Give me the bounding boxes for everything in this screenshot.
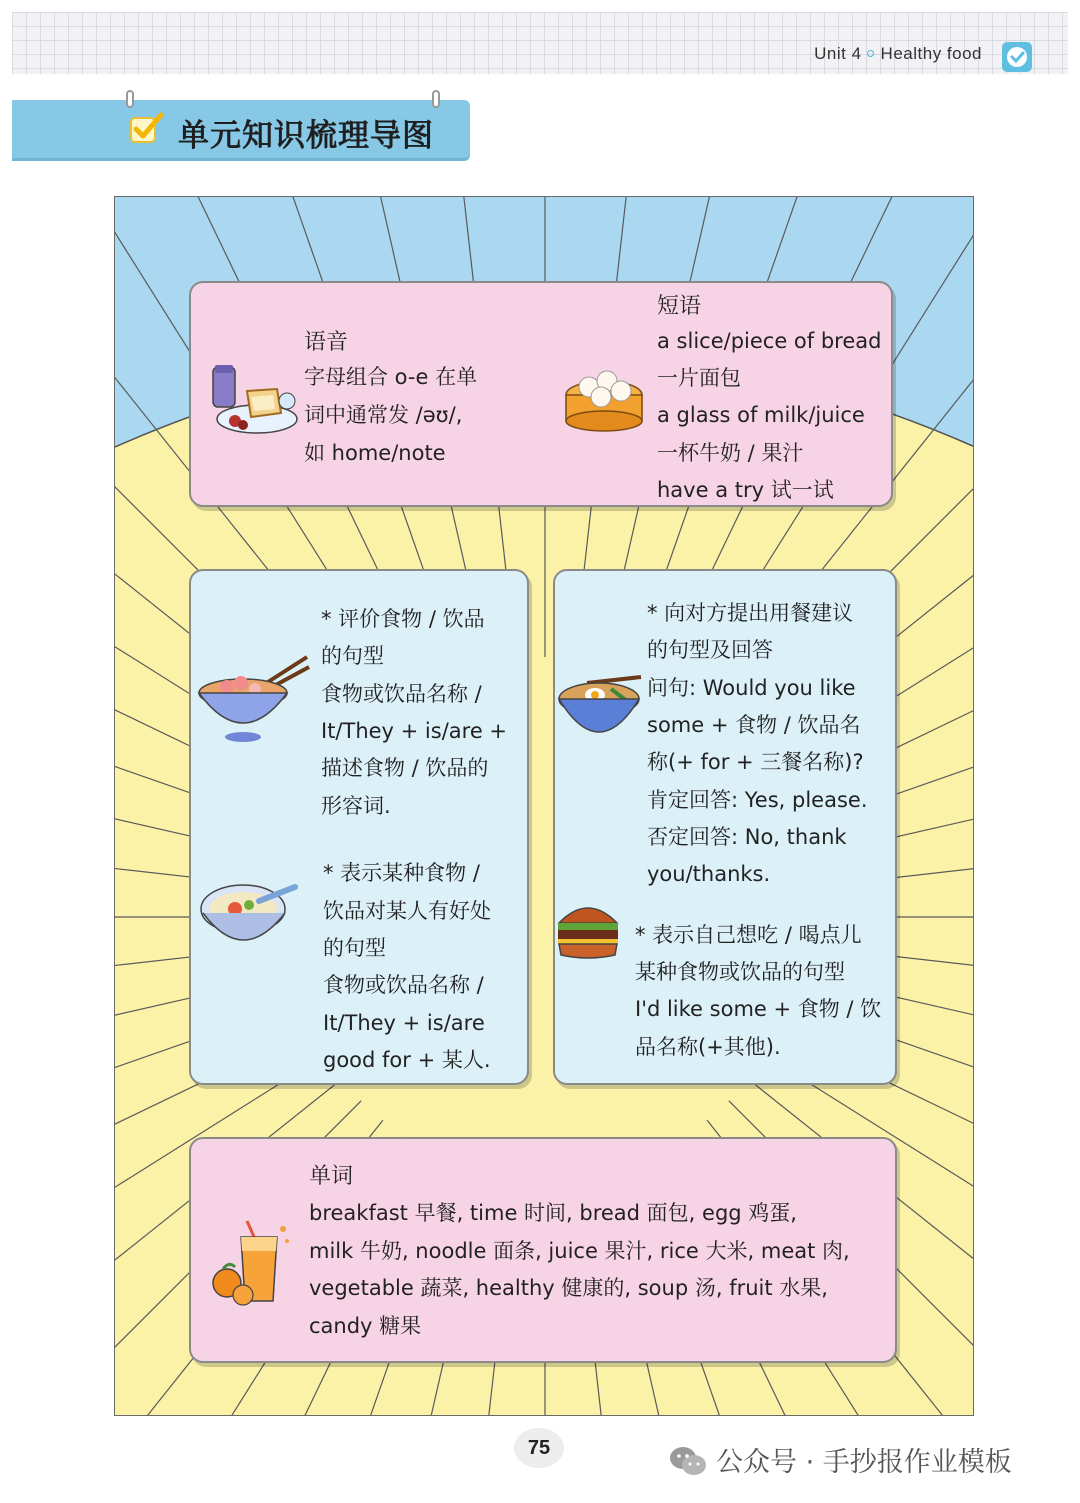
- words-line: milk 牛奶, noodle 面条, juice 果汁, rice 大米, meat 肉,: [309, 1239, 850, 1263]
- suggest-line: 肯定回答: Yes, please.: [647, 788, 868, 812]
- steamed-buns-icon: [563, 357, 645, 433]
- noodle-bowl-icon: [197, 653, 313, 745]
- evaluate-line: 形容词.: [321, 794, 391, 818]
- suggest-line: 称(+ for + 三餐名称)?: [647, 750, 864, 774]
- pronunciation-line: 如 home/note: [304, 441, 446, 465]
- good-for-line: 食物或饮品名称 /: [323, 973, 484, 997]
- mind-map-canvas: [114, 196, 974, 1416]
- phrase-line: 一片面包: [657, 366, 741, 390]
- want-line: * 表示自己想吃 / 喝点儿: [635, 923, 862, 947]
- binder-pin-icon: [432, 90, 440, 108]
- page-title: 单元知识梳理导图: [178, 118, 434, 154]
- phrases-heading: 短语: [657, 294, 702, 319]
- good-for-line: 的句型: [323, 936, 386, 960]
- words-heading: 单词: [309, 1164, 354, 1189]
- soup-bowl-icon: [199, 879, 299, 955]
- phrase-line: a glass of milk/juice: [657, 403, 865, 427]
- juice-icon: [207, 1211, 293, 1307]
- ramen-bowl-icon: [557, 669, 643, 749]
- binder-pin-icon: [126, 90, 134, 108]
- suggest-line: 否定回答: No, thank: [647, 825, 847, 849]
- breakfast-plate-icon: [207, 361, 303, 437]
- watermark-label: 公众号 · 手抄报作业模板: [716, 1447, 1012, 1478]
- page-number: 75: [514, 1428, 564, 1468]
- unit-number: Unit 4: [814, 44, 862, 63]
- want-line: 品名称(+其他).: [635, 1035, 781, 1059]
- evaluate-line: 描述食物 / 饮品的: [321, 756, 489, 780]
- words-line: breakfast 早餐, time 时间, bread 面包, egg 鸡蛋,: [309, 1201, 797, 1225]
- unit-topic: Healthy food: [880, 44, 982, 63]
- watermark-text: [668, 1440, 1012, 1479]
- evaluate-line: It/They + is/are +: [321, 719, 508, 743]
- suggest-line: 问句: Would you like: [647, 676, 856, 700]
- want-line: I'd like some + 食物 / 饮: [635, 997, 882, 1021]
- suggest-line: some + 食物 / 饮品名: [647, 713, 861, 737]
- suggest-line: 的句型及回答: [647, 638, 773, 662]
- phrase-line: have a try 试一试: [657, 478, 834, 502]
- evaluate-line: 食物或饮品名称 /: [321, 682, 482, 706]
- words-line: candy 糖果: [309, 1314, 422, 1338]
- separator-dot-icon: [867, 50, 874, 57]
- evaluate-line: 的句型: [321, 644, 384, 668]
- good-for-line: good for + 某人.: [323, 1048, 491, 1072]
- check-icon: [128, 110, 164, 146]
- section-title-tab: [12, 100, 470, 158]
- unit-label: [814, 44, 982, 64]
- words-line: vegetable 蔬菜, healthy 健康的, soup 汤, fruit 水果,: [309, 1276, 828, 1300]
- phrase-line: a slice/piece of bread: [657, 329, 882, 353]
- header-strip: [12, 12, 1068, 74]
- good-for-line: 饮品对某人有好处: [323, 899, 491, 923]
- suggest-line: * 向对方提出用餐建议: [647, 601, 854, 625]
- good-for-line: It/They + is/are: [323, 1011, 485, 1035]
- pronunciation-line: 词中通常发 /əʊ/,: [304, 403, 463, 427]
- good-for-line: * 表示某种食物 /: [323, 861, 480, 885]
- phrase-line: 一杯牛奶 / 果汁: [657, 441, 804, 465]
- burger-icon: [555, 897, 621, 961]
- pronunciation-heading: 语音: [304, 330, 349, 355]
- corner-badge-icon: [998, 38, 1036, 76]
- want-line: 某种食物或饮品的句型: [635, 960, 845, 984]
- evaluate-line: * 评价食物 / 饮品: [321, 607, 485, 631]
- suggest-line: you/thanks.: [647, 862, 771, 886]
- pronunciation-line: 字母组合 o-e 在单: [304, 365, 478, 389]
